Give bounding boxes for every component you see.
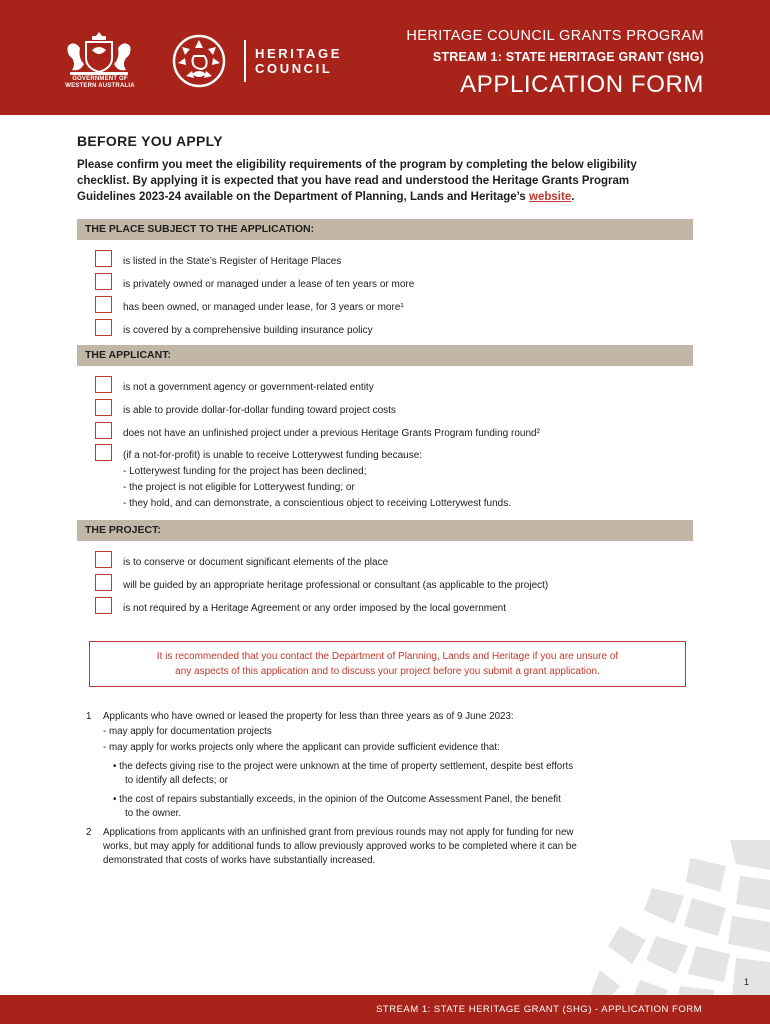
- checklist-label: will be guided by an appropriate heritage professional or consultant (as applicable to the project): [123, 580, 549, 591]
- checklist-item: [95, 555, 388, 571]
- footer-text: STREAM 1: STATE HERITAGE GRANT (SHG) - APPLICATION FORM: [376, 1004, 702, 1015]
- checklist-item: [95, 300, 404, 316]
- checklist-label: does not have an unfinished project under a previous Heritage Grants Program funding round²: [123, 428, 540, 439]
- footnote-text: - may apply for documentation projects: [103, 726, 272, 737]
- checkbox[interactable]: [95, 444, 112, 461]
- notice-line: It is recommended that you contact the Department of Planning, Lands and Heritage if you are unsure of: [156, 651, 619, 662]
- checklist-label-main: (if a not-for-profit) is unable to receive Lotterywest funding because:: [123, 450, 423, 461]
- page-number: 1: [744, 977, 750, 987]
- checklist-item: [95, 323, 373, 339]
- checkbox[interactable]: [95, 551, 112, 568]
- footnote-bullet: • the defects giving rise to the project were unknown at the time of property settlement, despite best efforts: [113, 761, 574, 772]
- stream-title: STREAM 1: STATE HERITAGE GRANT (SHG): [432, 50, 704, 64]
- section-bar-project: THE PROJECT:: [77, 520, 693, 541]
- checklist-sub-item: - they hold, and can demonstrate, a conscientious object to receiving Lotterywest funds.: [123, 498, 511, 509]
- checklist-item: [95, 426, 540, 442]
- checkbox[interactable]: [95, 250, 112, 267]
- checklist-label: is not required by a Heritage Agreement or any order imposed by the local government: [123, 603, 506, 614]
- checkbox[interactable]: [95, 597, 112, 614]
- footnote-text: Applicants who have owned or leased the property for less than three years as of 9 June 2023:: [103, 711, 514, 722]
- checklist-label: is listed in the State’s Register of Heritage Places: [123, 256, 342, 267]
- footnote-text: demonstrated that costs of works have substantially increased.: [103, 855, 376, 866]
- checklist-item: [95, 277, 414, 293]
- heritage-council-logo-icon: [172, 34, 226, 88]
- checklist-sub-item: - the project is not eligible for Lotterywest funding; or: [123, 482, 355, 493]
- intro-paragraph: [77, 157, 687, 205]
- checklist-label: is privately owned or managed under a lease of ten years or more: [123, 279, 415, 290]
- footnote-number: 2: [86, 827, 92, 838]
- checkbox[interactable]: [95, 376, 112, 393]
- checklist-item: [95, 380, 374, 396]
- footnote-bullet-cont: to identify all defects; or: [125, 775, 228, 786]
- checklist-item: [95, 448, 511, 512]
- notice-line: any aspects of this application and to discuss your project before you submit a grant application.: [175, 666, 600, 677]
- before-you-apply-heading: BEFORE YOU APPLY: [77, 133, 223, 149]
- recommendation-notice: [89, 641, 686, 687]
- logo-word-council: COUNCIL: [255, 61, 333, 76]
- checkbox[interactable]: [95, 273, 112, 290]
- checklist-label: is able to provide dollar-for-dollar funding toward project costs: [123, 405, 396, 416]
- form-title: APPLICATION FORM: [460, 71, 704, 98]
- section-bar-place: THE PLACE SUBJECT TO THE APPLICATION:: [77, 219, 693, 240]
- government-caption: GOVERNMENT OF WESTERN AUSTRALIA: [65, 76, 135, 89]
- footnote-number: 1: [86, 711, 92, 722]
- decorative-pattern-icon: [580, 840, 770, 995]
- checklist-item: [95, 403, 396, 419]
- checklist-sub-item: - Lotterywest funding for the project has been declined;: [123, 466, 367, 477]
- intro-end: .: [571, 191, 575, 203]
- footnote-text: works, but may apply for additional funds to allow previously approved works to be completed where it can be: [103, 841, 577, 852]
- footnote-bullet-cont: to the owner.: [125, 808, 182, 819]
- footnote-bullet: • the cost of repairs substantially exceeds, in the opinion of the Outcome Assessment Panel, the benefit: [113, 794, 561, 805]
- footnote-text: Applications from applicants with an unfinished grant from previous rounds may not apply for funding for new: [103, 827, 574, 838]
- checklist-label: has been owned, or managed under lease, for 3 years or more¹: [123, 302, 404, 313]
- checklist-item: [95, 254, 341, 270]
- checklist-label: is to conserve or document significant elements of the place: [123, 557, 389, 568]
- intro-text: Please confirm you meet the eligibility requirements of the program by completing the below eligibility checklist. By applying it is expected that you have read and understood the Heritage Grants Program Guidelines 2023-24 available on the Department of Planning, Lands and Heritage’s: [77, 159, 637, 203]
- checklist-item: [95, 578, 548, 594]
- footnote-text: - may apply for works projects only where the applicant can provide sufficient evidence that:: [103, 742, 500, 753]
- checkbox[interactable]: [95, 422, 112, 439]
- program-title: HERITAGE COUNCIL GRANTS PROGRAM: [406, 28, 704, 44]
- checkbox[interactable]: [95, 574, 112, 591]
- logo-word-heritage: HERITAGE: [255, 46, 343, 61]
- checklist-label: is covered by a comprehensive building insurance policy: [123, 325, 373, 336]
- checkbox[interactable]: [95, 296, 112, 313]
- checkbox[interactable]: [95, 319, 112, 336]
- logo-divider: [244, 40, 246, 82]
- section-bar-applicant: THE APPLICANT:: [77, 345, 693, 366]
- checklist-label: [123, 448, 511, 512]
- page-footer: [0, 995, 770, 1024]
- checklist-label: is not a government agency or government-related entity: [123, 382, 374, 393]
- page-header: [0, 0, 770, 115]
- checklist-item: [95, 601, 506, 617]
- website-link[interactable]: website: [529, 191, 572, 203]
- checkbox[interactable]: [95, 399, 112, 416]
